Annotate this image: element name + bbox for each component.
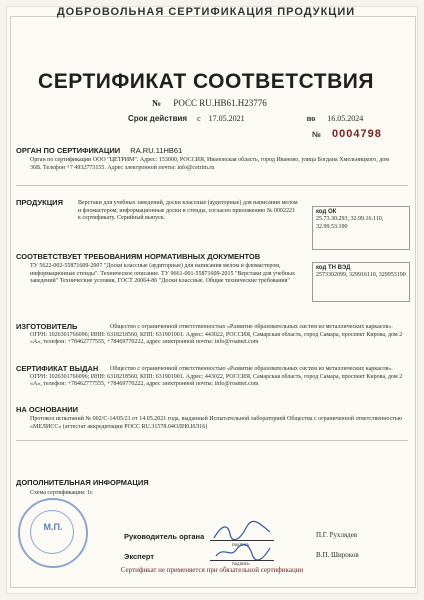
norms-title: СООТВЕТСТВУЕТ ТРЕБОВАНИЯМ НОРМАТИВНЫХ ДОКУМЕНТОВ bbox=[16, 252, 261, 261]
okpd-label: код ОК bbox=[316, 209, 337, 215]
head-signature-hint: подпись bbox=[232, 543, 250, 548]
seal-label: М.П. bbox=[43, 522, 63, 532]
tnved-label: код ТН ВЭД bbox=[316, 265, 351, 271]
head-label: Руководитель органа bbox=[124, 532, 205, 541]
divider bbox=[16, 185, 408, 186]
issued-title: СЕРТИФИКАТ ВЫДАН bbox=[16, 364, 99, 373]
issued-text: Общество с ограниченной ответственностью «Развитие образовательных систем из металлических каркасов». ОГРН: 1026301766096; ИНН: 6318218560, КПП: 631901001. Адрес: 443022, РОССИЯ, Самарская область, город Самара, проспект Кирова, дом 2 «А», телефон: +78462777555, +78469770222, адрес электронной почты: info@roamet.com bbox=[30, 366, 403, 388]
head-name: П.Г. Рухлядев bbox=[316, 531, 358, 539]
organ-code: RA.RU.11НВ61 bbox=[130, 146, 183, 155]
basis-text: Протокол испытаний № 002/С-14/05/21 от 14.05.2021 года, выданный Испытательной лабораторией Общества с ограниченной ответственностью «МЕЛИСС» (аттестат аккредитации РОСС RU.31578.04ОЛН0.ИЛ16) bbox=[30, 416, 403, 430]
expert-label: Эксперт bbox=[124, 552, 155, 561]
term-label: Срок действия bbox=[128, 114, 188, 123]
divider bbox=[16, 440, 408, 441]
serial-value: 0004798 bbox=[331, 128, 382, 140]
basis-title: НА ОСНОВАНИИ bbox=[16, 405, 79, 414]
maker-text: Общество с ограниченной ответственностью «Развитие образовательных систем из металлических каркасов». ОГРН: 1026301766096; ИНН: 6318218560, КПП: 631901001. Адрес: 443022, РОССИЯ, Самарская область, город Самара, проспект Кирова, дом 2 «А», телефон: +78462777555, +78469770222, адрес электронной почты: info@roamet.com bbox=[30, 324, 403, 346]
organ-text: Орган по сертификации ООО "ЦЕТРИМ". Адрес: 153000, РОССИЯ, Ивановская область, город Иваново, улица Богдана Хмельницкого, дом 36В. Телефон +7 4932773155. Адрес электронной почты: info@cetrim.ru bbox=[30, 157, 390, 171]
registration-label: № bbox=[152, 98, 162, 108]
term-to-date: 16.05.2024 bbox=[327, 114, 364, 123]
seal-inner-ring bbox=[30, 510, 74, 554]
registration-number bbox=[152, 98, 267, 108]
maker-title: ИЗГОТОВИТЕЛЬ bbox=[16, 322, 78, 331]
tnved-box bbox=[312, 262, 410, 302]
expert-signature-hint: подпись bbox=[232, 562, 250, 567]
organ-title-text: ОРГАН ПО СЕРТИФИКАЦИИ bbox=[16, 146, 121, 155]
header-title: ДОБРОВОЛЬНАЯ СЕРТИФИКАЦИЯ ПРОДУКЦИИ bbox=[56, 6, 356, 18]
tnved-values: 2573302099, 329916110, 329953190 bbox=[316, 272, 406, 278]
serial-number bbox=[312, 128, 382, 140]
serial-label: № bbox=[312, 130, 322, 139]
norms-text: ТУ 5622-002-55871609-2007 "Доски классные (аудиторные) для написания мелом и фломастером, информационные стенды". Техническое описание. ТУ 9661-001-55871609-2015 "Верстаки для учебных заведений" Технические условия, ГОСТ 20064-86 "Доски классные. Общие технические требования" bbox=[30, 263, 296, 285]
expert-signature bbox=[212, 540, 272, 562]
extra-text: Схема сертификации: 1с bbox=[30, 490, 93, 496]
registration-value: РОСС RU.НВ61.Н23776 bbox=[173, 98, 267, 108]
okpd-box bbox=[312, 206, 410, 250]
term-from-date: 17.05.2021 bbox=[208, 114, 245, 123]
extra-title: ДОПОЛНИТЕЛЬНАЯ ИНФОРМАЦИЯ bbox=[16, 478, 149, 487]
validity-term bbox=[128, 114, 363, 123]
term-to-prefix: по bbox=[306, 114, 316, 123]
organ-title bbox=[16, 146, 182, 155]
product-text: Верстаки для учебных заведений, доски классные (аудиторные) для написания мелом и фломастером, информационные доски и стенды, согласно приложению № 0002221 к сертификату. Серийный выпуск. bbox=[78, 200, 298, 222]
seal-stamp bbox=[18, 498, 88, 568]
head-signature bbox=[212, 520, 272, 542]
footer-note: Сертификат не применяется при обязательной сертификации bbox=[120, 566, 304, 574]
certificate-title: СЕРТИФИКАТ СООТВЕТСТВИЯ bbox=[38, 70, 374, 93]
term-from-prefix: с bbox=[197, 114, 201, 123]
expert-name: В.П. Широков bbox=[316, 551, 359, 559]
product-title: ПРОДУКЦИЯ bbox=[16, 198, 63, 207]
okpd-values: 25.73.30.293, 32.99.16.110, 32.99.53.190 bbox=[316, 216, 384, 230]
